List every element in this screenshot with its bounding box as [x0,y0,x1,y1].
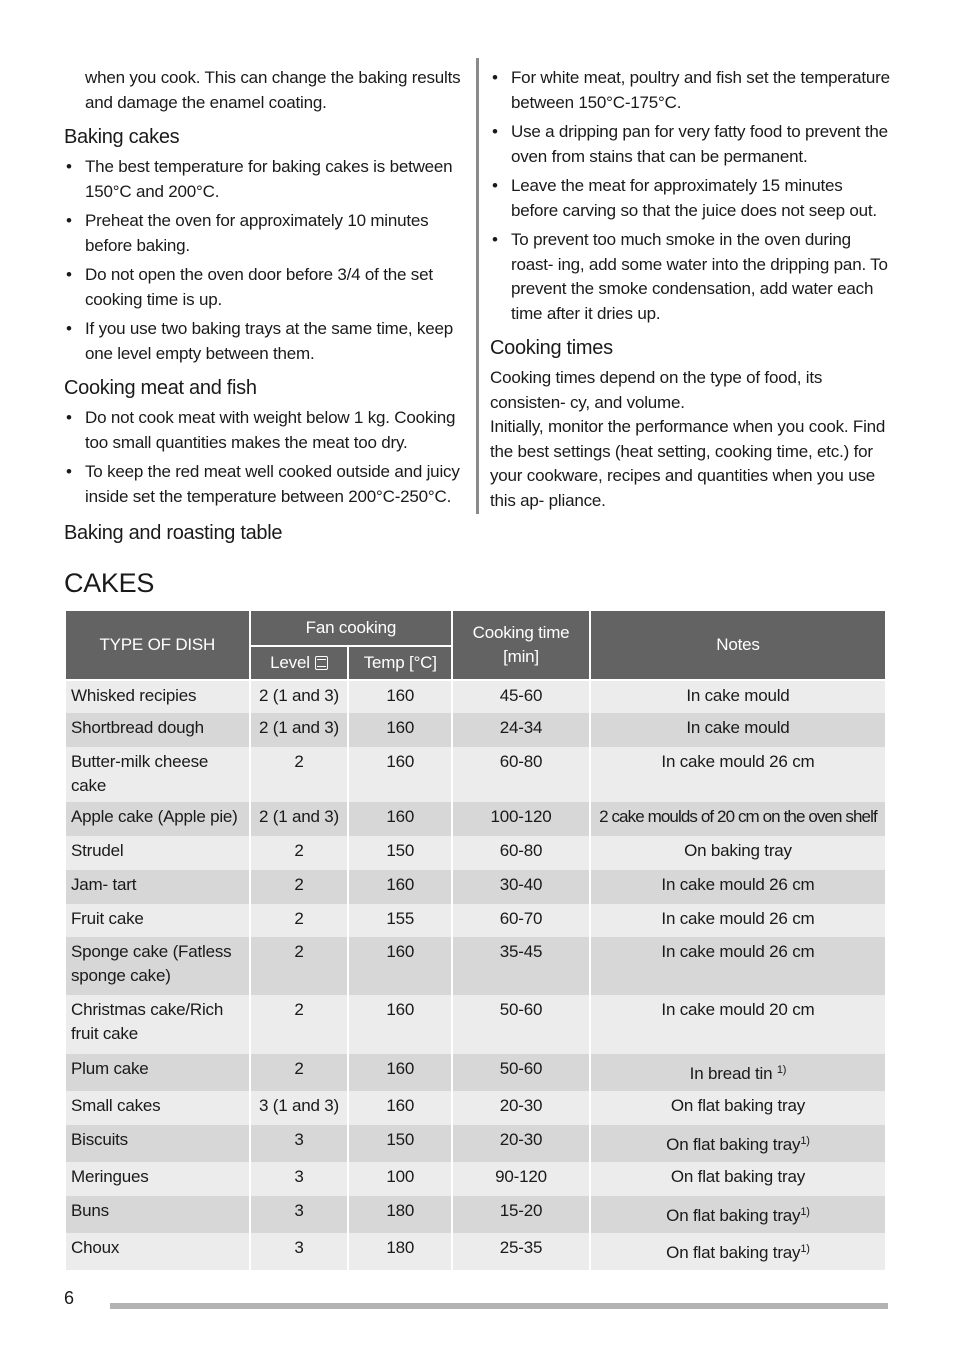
cell-level: 2 [250,995,349,1054]
cell-time: 25-35 [452,1233,590,1270]
list-item: • Use a dripping pan for very fatty food to prevent the oven from stains that can be permanent. [490,120,890,169]
header-fan-cooking: Fan cooking [250,610,453,646]
notes-text: 2 cake moulds of 20 cm on the oven shelf [599,807,877,826]
cell-notes [590,1091,886,1125]
table-row [65,747,886,802]
cell-temp: 150 [348,836,452,870]
table-row [65,680,886,713]
list-item: • If you use two baking trays at the same time, keep one level empty between them. [64,317,464,366]
cell-dish: Butter-milk cheese cake [65,747,250,802]
table-row [65,1091,886,1125]
page-number: 6 [64,1288,75,1308]
notes-text: On flat baking tray [670,1096,806,1115]
list-item: • Do not cook meat with weight below 1 kg. Cooking too small quantities makes the meat too dry. [64,406,464,455]
table-row [65,995,886,1054]
cell-level: 2 [250,747,349,802]
cell-dish: Strudel [65,836,250,870]
cell-level: 2 (1 and 3) [250,713,349,747]
cell-dish: Buns [65,1196,250,1233]
cell-level: 2 [250,870,349,904]
cell-notes [590,1196,886,1233]
footnote-marker: 1) [800,1135,810,1147]
section-title: CAKES [64,568,155,598]
table-row [65,1162,886,1196]
cell-notes [590,1162,886,1196]
cakes-table [64,609,887,1270]
notes-text: In bread tin [689,1064,777,1083]
cell-time: 90-120 [452,1162,590,1196]
cell-temp: 160 [348,995,452,1054]
cell-time: 30-40 [452,870,590,904]
cell-level: 2 [250,937,349,995]
table-row [65,904,886,937]
table-row [65,713,886,747]
cell-level: 2 (1 and 3) [250,680,349,713]
list-item: • Leave the meat for approximately 15 minutes before carving so that the juice does not seep out. [490,174,890,223]
right-column [490,66,890,513]
cell-temp: 160 [348,937,452,995]
cell-dish: Choux [65,1233,250,1270]
notes-text: On flat baking tray [666,1135,801,1154]
cell-notes [590,802,886,836]
cell-temp: 100 [348,1162,452,1196]
notes-text: In cake mould 26 cm [661,942,815,961]
notes-text: In cake mould 26 cm [661,752,815,771]
table-row [65,1054,886,1091]
cell-notes [590,870,886,904]
cell-level: 2 [250,836,349,870]
cell-dish: Apple cake (Apple pie) [65,802,250,836]
cell-dish: Whisked recipies [65,680,250,713]
notes-text: On flat baking tray [666,1243,801,1262]
column-divider [476,58,479,514]
cell-time: 50-60 [452,995,590,1054]
cell-time: 20-30 [452,1091,590,1125]
cell-time: 60-80 [452,747,590,802]
cell-notes [590,1054,886,1091]
cell-level: 2 [250,904,349,937]
cell-time: 50-60 [452,1054,590,1091]
notes-text: On baking tray [684,841,792,860]
cell-time: 60-80 [452,836,590,870]
cell-time: 15-20 [452,1196,590,1233]
notes-text: In cake mould [686,686,790,705]
table-row [65,1125,886,1162]
cell-notes [590,713,886,747]
shelf-level-icon [315,656,328,670]
cell-dish: Fruit cake [65,904,250,937]
cell-time: 45-60 [452,680,590,713]
cell-level: 3 [250,1162,349,1196]
cell-notes [590,836,886,870]
heading-baking-cakes: Baking cakes [64,126,180,148]
notes-text: In cake mould 26 cm [661,909,815,928]
table-row [65,1196,886,1233]
notes-text: In cake mould 26 cm [661,875,815,894]
cell-level: 2 (1 and 3) [250,802,349,836]
cell-time: 60-70 [452,904,590,937]
cooking-times-para-2: Initially, monitor the performance when you cook. Find the best settings (heat setting, cooking time, etc.) for your cookware, recipes and quantities when you use this ap- pliance. [490,417,886,510]
cell-level: 3 [250,1196,349,1233]
list-item: • To keep the red meat well cooked outside and juicy inside set the temperature between 200°C-250°C. [64,460,464,509]
cell-time: 35-45 [452,937,590,995]
cell-notes [590,747,886,802]
cell-notes [590,1233,886,1270]
notes-text: On flat baking tray [666,1206,801,1225]
cell-temp: 150 [348,1125,452,1162]
list-item: • Preheat the oven for approximately 10 minutes before baking. [64,209,464,258]
footer-bar [110,1303,888,1309]
cooking-times-para-1: Cooking times depend on the type of food, its consisten- cy, and volume. [490,368,823,412]
meat-fish-list [64,406,464,509]
cell-temp: 160 [348,680,452,713]
cell-level: 3 [250,1233,349,1270]
cell-dish: Christmas cake/Rich fruit cake [65,995,250,1054]
cell-temp: 155 [348,904,452,937]
cell-time: 24-34 [452,713,590,747]
list-item: • To prevent too much smoke in the oven during roast- ing, add some water into the dripping pan. To prevent the smoke condensation, add water each time after it dries up. [490,228,890,326]
header-cooking-time: Cooking time [min] [452,610,590,680]
header-temp: Temp [°C] [348,646,452,680]
list-item: • For white meat, poultry and fish set the temperature between 150°C-175°C. [490,66,890,115]
cell-dish: Jam- tart [65,870,250,904]
table-row [65,802,886,836]
cell-temp: 180 [348,1196,452,1233]
cell-temp: 160 [348,1091,452,1125]
header-notes: Notes [590,610,886,680]
cell-level: 3 (1 and 3) [250,1091,349,1125]
header-level [250,646,349,680]
cell-time: 100-120 [452,802,590,836]
cell-notes [590,680,886,713]
notes-text: On flat baking tray [670,1167,806,1186]
table-row [65,836,886,870]
cell-time: 20-30 [452,1125,590,1162]
cell-temp: 160 [348,1054,452,1091]
table-heading: Baking and roasting table [64,522,283,544]
cell-level: 3 [250,1125,349,1162]
baking-cakes-list [64,155,464,366]
notes-text: In cake mould [686,718,790,737]
list-item: • The best temperature for baking cakes is between 150°C and 200°C. [64,155,464,204]
header-level-label: Level [270,653,310,672]
cell-temp: 160 [348,870,452,904]
cell-dish: Sponge cake (Fatless sponge cake) [65,937,250,995]
table-row [65,870,886,904]
intro-text: when you cook. This can change the baking results and damage the enamel coating. [85,68,461,112]
cell-temp: 160 [348,747,452,802]
header-type-of-dish: TYPE OF DISH [65,610,250,680]
cell-dish: Shortbread dough [65,713,250,747]
cell-temp: 160 [348,802,452,836]
meat-tips-list [490,66,890,326]
heading-cooking-times: Cooking times [490,337,613,359]
left-column [64,66,464,514]
table-row [65,937,886,995]
cell-notes [590,937,886,995]
cell-notes [590,904,886,937]
table-row [65,1233,886,1270]
footnote-marker: 1) [800,1206,810,1218]
notes-text: In cake mould 20 cm [661,1000,815,1019]
cell-notes [590,995,886,1054]
cell-level: 2 [250,1054,349,1091]
cell-dish: Biscuits [65,1125,250,1162]
footnote-marker: 1) [776,1064,787,1076]
cell-temp: 180 [348,1233,452,1270]
list-item: • Do not open the oven door before 3/4 of the set cooking time is up. [64,263,464,312]
heading-cooking-meat-fish: Cooking meat and fish [64,377,257,399]
cell-dish: Meringues [65,1162,250,1196]
cell-dish: Plum cake [65,1054,250,1091]
cell-temp: 160 [348,713,452,747]
footnote-marker: 1) [800,1243,810,1255]
cell-dish: Small cakes [65,1091,250,1125]
table-body [65,680,886,1270]
cell-notes [590,1125,886,1162]
